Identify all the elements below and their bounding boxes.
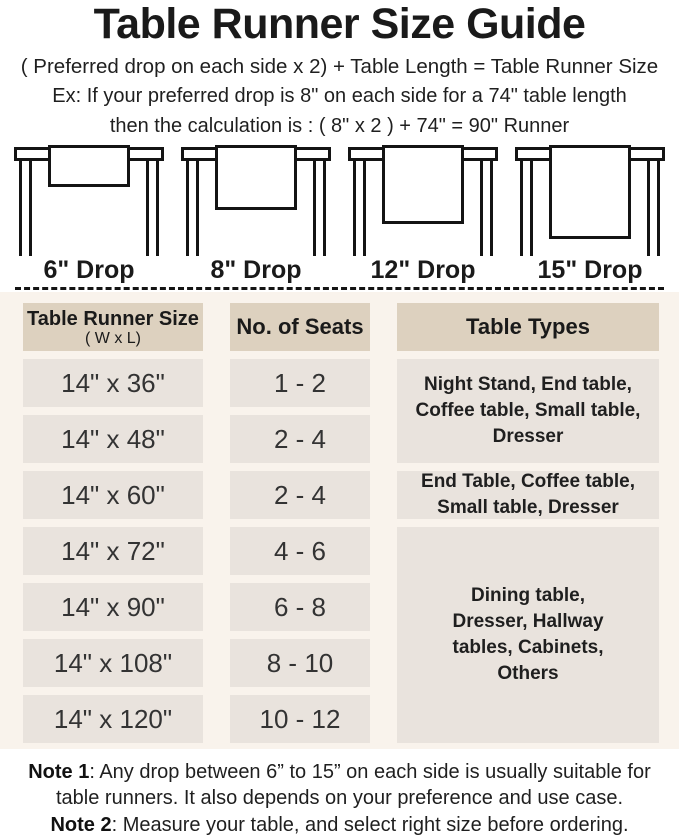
table-types-cell-small-tables: Night Stand, End table, Coffee table, Small table, Dresser [397, 359, 659, 463]
table-types-cell-large-tables: Dining table, Dresser, Hallway tables, Cabinets, Others [397, 527, 659, 743]
runner-shape-15in [549, 145, 631, 239]
table-illustration-6in-drop [14, 144, 164, 256]
note-1 [6, 759, 673, 811]
seats-cell: 10 - 12 [230, 695, 370, 743]
size-guide-table [23, 303, 679, 743]
runner-shape-8in [215, 145, 297, 210]
runner-size-header-title: Table Runner Size [27, 307, 199, 330]
runner-size-header-subtitle: ( W x L) [85, 329, 141, 347]
table-types-cell-medium-tables: End Table, Coffee table, Small table, Dresser [397, 471, 659, 519]
seats-cell: 2 - 4 [230, 471, 370, 519]
table-leg-left [353, 160, 366, 256]
drop-label-6in: 6" Drop [43, 256, 135, 284]
column-header-runner-size [23, 303, 203, 351]
runner-size-cell: 14" x 72" [23, 527, 203, 575]
runner-size-cell: 14" x 90" [23, 583, 203, 631]
drop-label-8in: 8" Drop [210, 256, 302, 284]
table-leg-right [480, 160, 493, 256]
drop-label-15in: 15" Drop [537, 256, 643, 284]
seats-cell: 4 - 6 [230, 527, 370, 575]
note-1-text: : Any drop between 6” to 15” on each side is usually suitable for table runners. It also depends on your preference and use case. [55, 761, 651, 809]
size-guide-section [0, 292, 679, 749]
dashed-divider [15, 287, 664, 290]
seats-cell: 8 - 10 [230, 639, 370, 687]
table-leg-right [313, 160, 326, 256]
table-illustration-15in-drop [515, 144, 665, 256]
runner-size-cell: 14" x 36" [23, 359, 203, 407]
runner-size-cell: 14" x 48" [23, 415, 203, 463]
drop-labels-row [0, 257, 679, 284]
column-header-seats: No. of Seats [230, 303, 370, 351]
header-block [0, 1, 679, 139]
notes-block [0, 749, 679, 838]
runner-size-cell: 14" x 108" [23, 639, 203, 687]
formula-text: ( Preferred drop on each side x 2) + Table Length = Table Runner Size [20, 55, 659, 78]
table-leg-right [146, 160, 159, 256]
runner-size-cell: 14" x 120" [23, 695, 203, 743]
example-line-2: then the calculation is : ( 8" x 2 ) + 74" = 90" Runner [109, 115, 570, 137]
table-illustration-8in-drop [181, 144, 331, 256]
drop-label-12in: 12" Drop [370, 256, 476, 284]
table-leg-left [19, 160, 32, 256]
table-leg-right [647, 160, 660, 256]
seats-cell: 6 - 8 [230, 583, 370, 631]
note-1-label: Note 1 [28, 761, 90, 783]
table-illustration-12in-drop [348, 144, 498, 256]
note-2 [6, 812, 673, 838]
table-leg-left [186, 160, 199, 256]
example-line-1: Ex: If your preferred drop is 8" on each side for a 74" table length [52, 85, 627, 107]
note-2-text: : Measure your table, and select right size before ordering. [111, 814, 629, 836]
note-2-label: Note 2 [50, 814, 112, 836]
seats-cell: 1 - 2 [230, 359, 370, 407]
table-leg-left [520, 160, 533, 256]
seats-cell: 2 - 4 [230, 415, 370, 463]
page-title: Table Runner Size Guide [93, 0, 586, 48]
runner-size-cell: 14" x 60" [23, 471, 203, 519]
column-header-table-types: Table Types [397, 303, 659, 351]
drop-illustrations [0, 144, 679, 256]
runner-shape-12in [382, 145, 464, 224]
runner-shape-6in [48, 145, 130, 187]
